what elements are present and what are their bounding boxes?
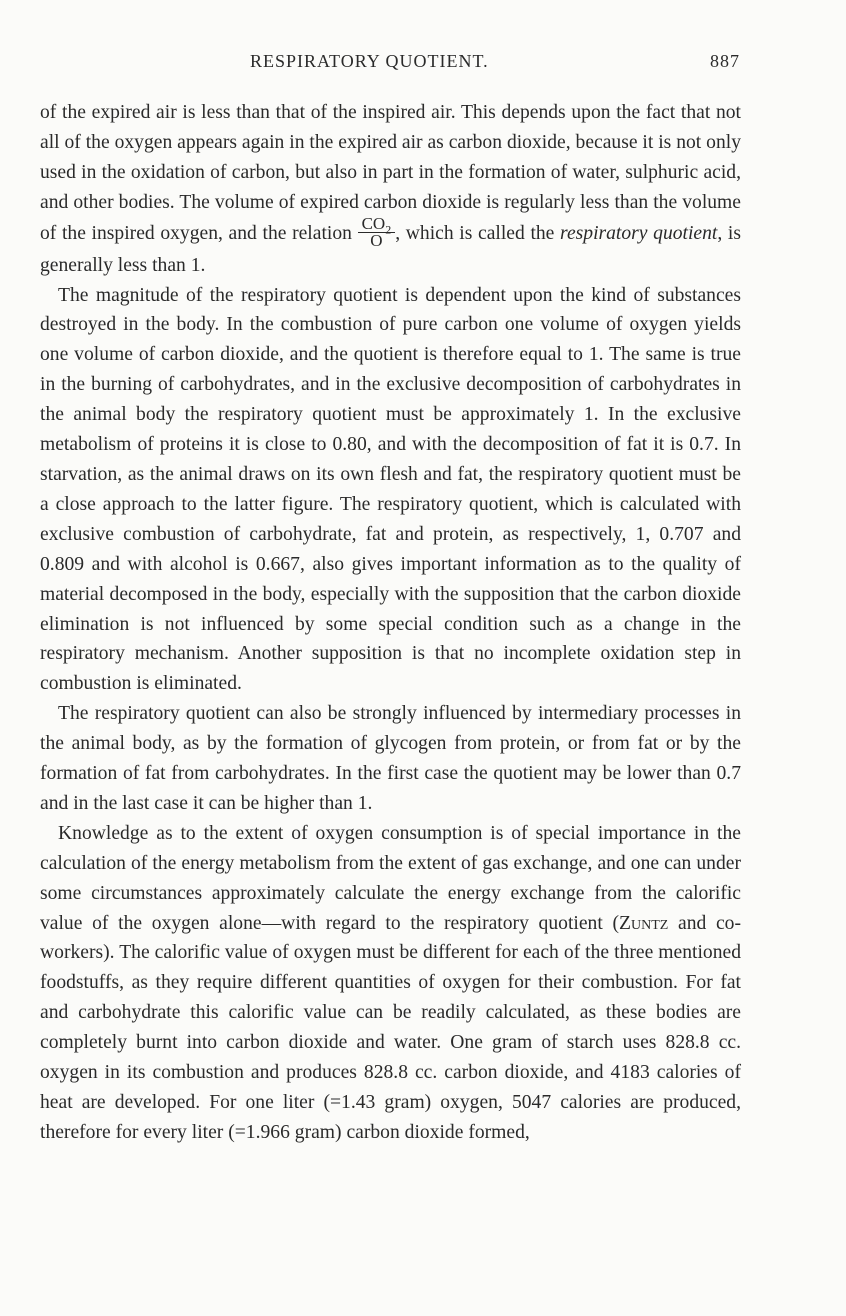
fraction-denominator: O bbox=[370, 230, 383, 250]
paragraph-1-text-b: , which is called the bbox=[395, 222, 555, 244]
paragraph-3: The respiratory quotient can also be strongly influenced by intermediary processes in the animal body, as by the formation of glycogen from protein, or from fat or by the formation of fat from carbohydrates. In the first case the quotient may be lower than 0.7 and in the last case it can be higher than 1. bbox=[40, 703, 741, 814]
page-number: 887 bbox=[710, 51, 740, 71]
body-text bbox=[40, 98, 741, 1148]
fraction-numerator-subscript: 2 bbox=[385, 222, 392, 237]
paragraph-1-text-a: of the expired air is less than that of the inspired air. This depends upon the fact that not all of the oxygen appears again in the expired air as carbon dioxide, because it is not only used in the oxidation of carbon, but also in part in the formation of water, sulphuric acid, and other bodies. The volume of expired carbon dioxide is regularly less than the volume of the inspired oxygen, and the relation bbox=[40, 102, 741, 244]
term-respiratory-quotient: respiratory quotient bbox=[560, 222, 718, 244]
paragraph-1 bbox=[40, 98, 741, 281]
running-head-title: RESPIRATORY QUOTIENT. bbox=[250, 51, 489, 71]
respiratory-quotient-fraction bbox=[358, 213, 396, 250]
paragraph-2: The magnitude of the respiratory quotient is dependent upon the kind of substances destroyed in the body. In the combustion of pure carbon one volume of oxygen yields one volume of carbon dioxide, and the quotient is therefore equal to 1. The same is true in the burning of carbohydrates, and in the exclusive decomposition of carbohydrates in the animal body the respiratory quotient must be approximately 1. In the exclusive metabolism of proteins it is close to 0.80, and with the decomposition of fat it is 0.7. In starvation, as the animal draws on its own flesh and fat, the respiratory quotient must be a close approach to the latter figure. The respiratory quotient, which is calculated with exclusive combustion of carbohydrate, fat and protein, as respectively, 1, 0.707 and 0.809 and with alcohol is 0.667, also gives important information as to the quality of material decomposed in the body, especially with the supposition that the carbon dioxide elimination is not influenced by some special condition such as a change in the respiratory mechanism. Another supposition is that no incomplete oxidation step in combustion is eliminated. bbox=[40, 284, 741, 695]
paragraph-4 bbox=[40, 819, 741, 1148]
paragraph-4-text-a: Knowledge as to the extent of oxygen consumption is of special importance in the calculation of the energy metabolism from the extent of gas exchange, and one can under some circumstances approximately calculate the energy exchange from the calorific value of the oxygen alone—with regard to the respiratory quotient ( bbox=[40, 822, 741, 934]
paragraph-1-text-c: , is generally less than 1. bbox=[40, 222, 741, 276]
author-name: Zuntz bbox=[619, 912, 669, 934]
paragraph-4-text-b: and co-workers). The calorific value of oxygen must be different for each of the three mentioned foodstuffs, as they require different quantities of oxygen for their combustion. For fat and carbohydrate this calorific value can be readily calculated, as these bodies are completely burnt into carbon dioxide and water. One gram of starch uses 828.8 cc. oxygen in its combustion and produces 828.8 cc. carbon dioxide, and 4183 calories of heat are developed. For one liter (=1.43 gram) oxygen, 5047 calories are produced, therefore for every liter (=1.966 gram) carbon dioxide formed, bbox=[40, 912, 741, 1143]
fraction-numerator-base: CO bbox=[361, 213, 386, 233]
